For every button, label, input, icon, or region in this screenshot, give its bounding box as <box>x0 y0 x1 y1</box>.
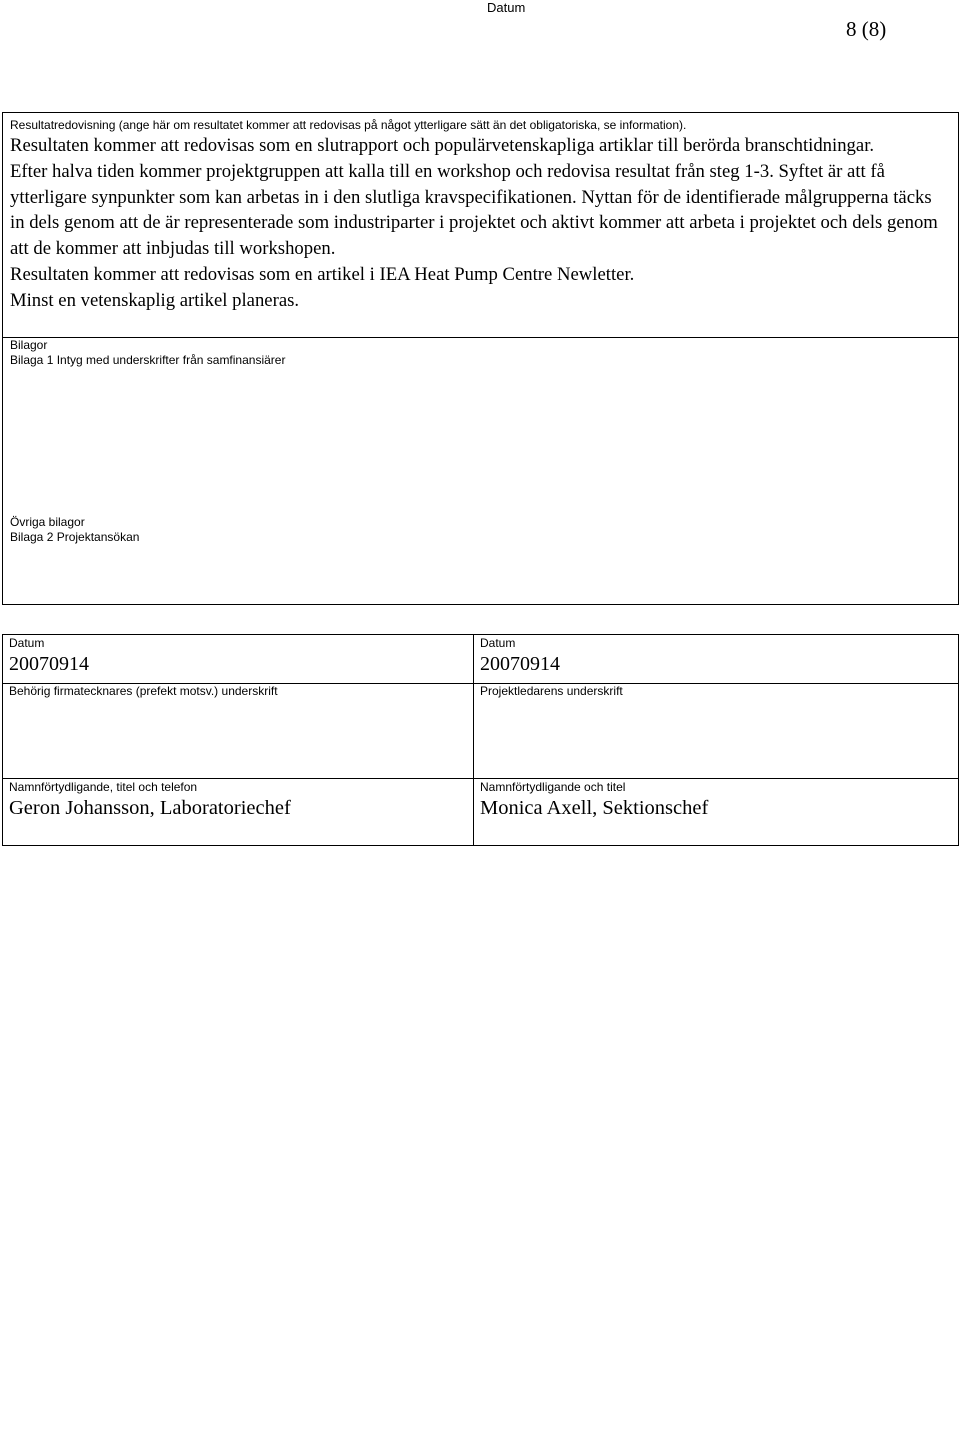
left-name-label: Namnförtydligande, titel och telefon <box>9 780 198 794</box>
attachments-section <box>2 337 959 605</box>
right-signature-label: Projektledarens underskrift <box>480 684 623 698</box>
result-paragraph: Resultaten kommer att redovisas som en artikel i IEA Heat Pump Centre Newletter. <box>10 263 635 285</box>
result-paragraph: Efter halva tiden kommer projektgruppen att kalla till en workshop och redovisa resultat från steg 1-3. Syftet är att få ytterligare synpunkter som kan arbetas in i den slutliga kravspecifikationen. Nyttan för de identifierade målgrupperna täcks in dels genom att de är representerade som industriparter i projektet och aktivt kommer att arbeta i projektet och dels genom att de kommer att inbjudas till workshopen. <box>10 160 938 260</box>
right-name-label: Namnförtydligande och titel <box>480 780 626 794</box>
result-section <box>2 112 959 338</box>
signature-table <box>2 634 959 846</box>
attachments-label: Bilagor <box>10 338 48 352</box>
left-date-label: Datum <box>9 636 45 650</box>
result-paragraph: Resultaten kommer att redovisas som en slutrapport och populärvetenskapliga artiklar till berörda branschtidningar. <box>10 135 875 156</box>
left-name-value: Geron Johansson, Laboratoriechef <box>9 797 291 819</box>
header-datum-label: Datum <box>487 0 526 15</box>
left-signature-label: Behörig firmatecknares (prefekt motsv.) underskrift <box>9 684 278 698</box>
page-number: 8 (8) <box>846 17 887 41</box>
column-divider <box>473 635 474 845</box>
other-attachments-label: Övriga bilagor <box>10 515 85 529</box>
result-section-text <box>10 133 950 314</box>
right-date-value: 20070914 <box>480 653 560 675</box>
right-name-value: Monica Axell, Sektionschef <box>480 797 709 819</box>
right-date-label: Datum <box>480 636 516 650</box>
row-divider <box>3 778 958 779</box>
attachment-item: Bilaga 1 Intyg med underskrifter från samfinansiärer <box>10 353 286 367</box>
result-paragraph: Minst en vetenskaplig artikel planeras. <box>10 289 300 311</box>
result-section-label: Resultatredovisning (ange här om resultatet kommer att redovisas på något ytterligare sätt än det obligatoriska, se information). <box>10 118 687 132</box>
left-date-value: 20070914 <box>9 653 89 675</box>
other-attachment-item: Bilaga 2 Projektansökan <box>10 530 140 544</box>
